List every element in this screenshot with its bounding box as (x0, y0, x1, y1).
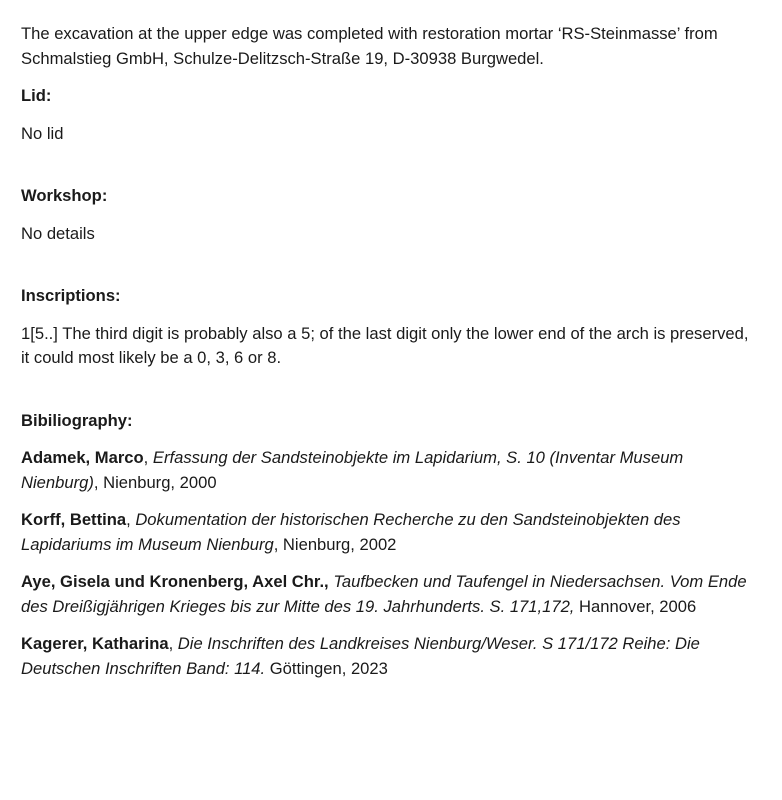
lid-heading: Lid: (21, 86, 52, 105)
entry-author: Aye, Gisela und Kronenberg, Axel Chr., (21, 572, 329, 591)
entry-separator: , (143, 448, 153, 467)
workshop-heading: Workshop: (21, 186, 108, 205)
entry-publication: Hannover, 2006 (574, 596, 697, 616)
entry-separator: , (126, 510, 136, 529)
inscriptions-heading: Inscriptions: (21, 286, 121, 305)
entry-publication: , Nienburg, 2002 (273, 534, 397, 554)
entry-author: Adamek, Marco (21, 448, 144, 467)
inscriptions-text: 1[5..] The third digit is probably also a 5; of the last digit only the lower end of the arch is preserved, it could most likely be a 0, 3, 6 or 8. (21, 323, 749, 367)
bibliography-entry (21, 446, 752, 495)
bibliography-heading: Bibiliography: (21, 410, 133, 430)
bibliography-entry (21, 570, 752, 619)
workshop-text: No details (21, 223, 95, 243)
entry-separator: , (168, 634, 178, 653)
entry-author: Kagerer, Katharina (21, 634, 169, 653)
intro-paragraph: The excavation at the upper edge was completed with restoration mortar ‘RS-Steinmasse’ from Schmalstieg GmbH, Schulze-Delitzsch-Straße 19, D-30938 Burgwedel. (21, 24, 718, 68)
entry-publication: , Nienburg, 2000 (93, 472, 217, 492)
bibliography-entry (21, 632, 752, 681)
entry-title: Dokumentation der historischen Recherche zu den Sandsteinobjekten des Lapidariums im Museum Nienburg (21, 510, 681, 554)
bibliography-entry (21, 508, 752, 557)
entry-title: Die Inschriften des Landkreises Nienburg/Weser. S 171/172 Reihe: Die Deutschen Inschriften Band: 114. (21, 634, 700, 678)
entry-publication: Göttingen, 2023 (265, 658, 388, 678)
entry-author: Korff, Bettina (21, 510, 127, 529)
lid-text: No lid (21, 123, 64, 143)
entry-title: Taufbecken und Taufengel in Niedersachsen. Vom Ende des Dreißigjährigen Krieges bis zur Mitte des 19. Jahrhunderts. S. 171,172, (21, 572, 747, 616)
entry-title: Erfassung der Sandsteinobjekte im Lapidarium, S. 10 (Inventar Museum Nienburg) (21, 448, 684, 492)
